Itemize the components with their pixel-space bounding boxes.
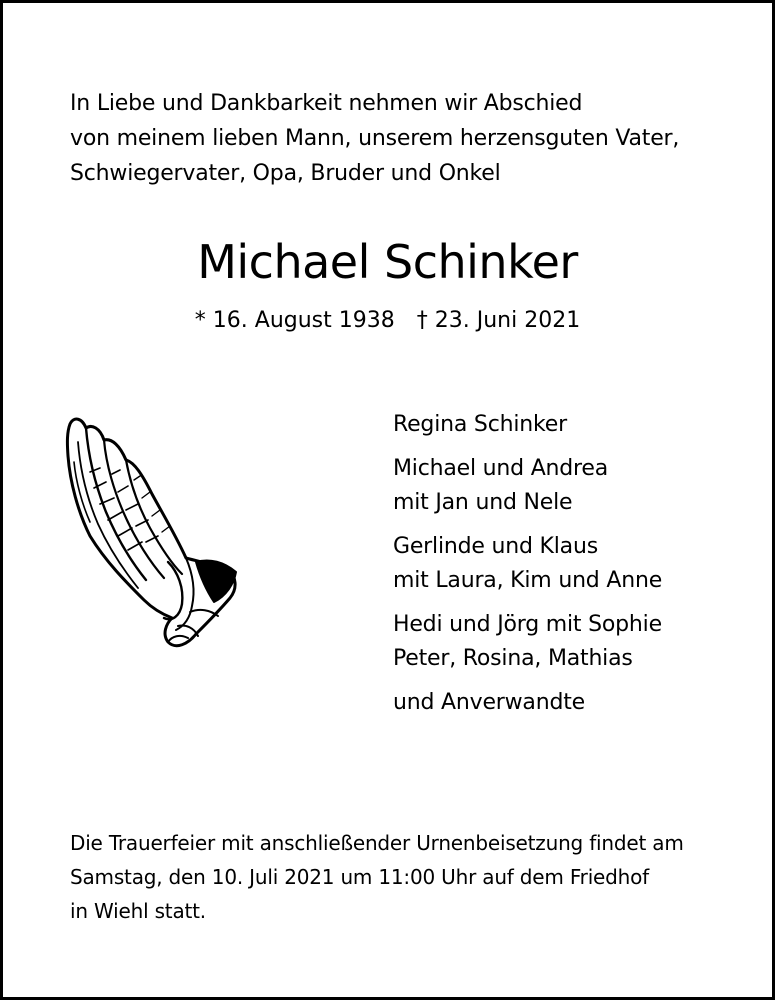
- deceased-name: Michael Schinker: [197, 235, 578, 289]
- mourner-line: Hedi und Jörg mit Sophie: [393, 612, 662, 637]
- mourner-line: mit Laura, Kim und Anne: [393, 568, 663, 593]
- intro-line: Schwiegervater, Opa, Bruder und Onkel: [70, 161, 501, 186]
- service-notice: [70, 826, 750, 928]
- life-dates: [0, 306, 775, 336]
- intro-text: [70, 86, 730, 191]
- mourner-line: Gerlinde und Klaus: [393, 534, 598, 559]
- mourner-line: mit Jan und Nele: [393, 490, 573, 515]
- mourner-line: und Anverwandte: [393, 690, 585, 715]
- service-line: Die Trauerfeier mit anschließender Urnenbeisetzung findet am: [70, 831, 684, 855]
- mourner-line: Regina Schinker: [393, 412, 567, 437]
- intro-line: von meinem lieben Mann, unserem herzensguten Vater,: [70, 126, 680, 151]
- mourners-list: [393, 408, 753, 720]
- mourner-line: Michael und Andrea: [393, 456, 609, 481]
- death-date: † 23. Juni 2021: [416, 308, 581, 333]
- birth-date: * 16. August 1938: [194, 308, 395, 333]
- intro-line: In Liebe und Dankbarkeit nehmen wir Abschied: [70, 91, 583, 116]
- service-line: in Wiehl statt.: [70, 899, 206, 923]
- service-line: Samstag, den 10. Juli 2021 um 11:00 Uhr auf dem Friedhof: [70, 865, 650, 889]
- mourner-line: Peter, Rosina, Mathias: [393, 646, 633, 671]
- praying-hands-icon: [60, 412, 245, 657]
